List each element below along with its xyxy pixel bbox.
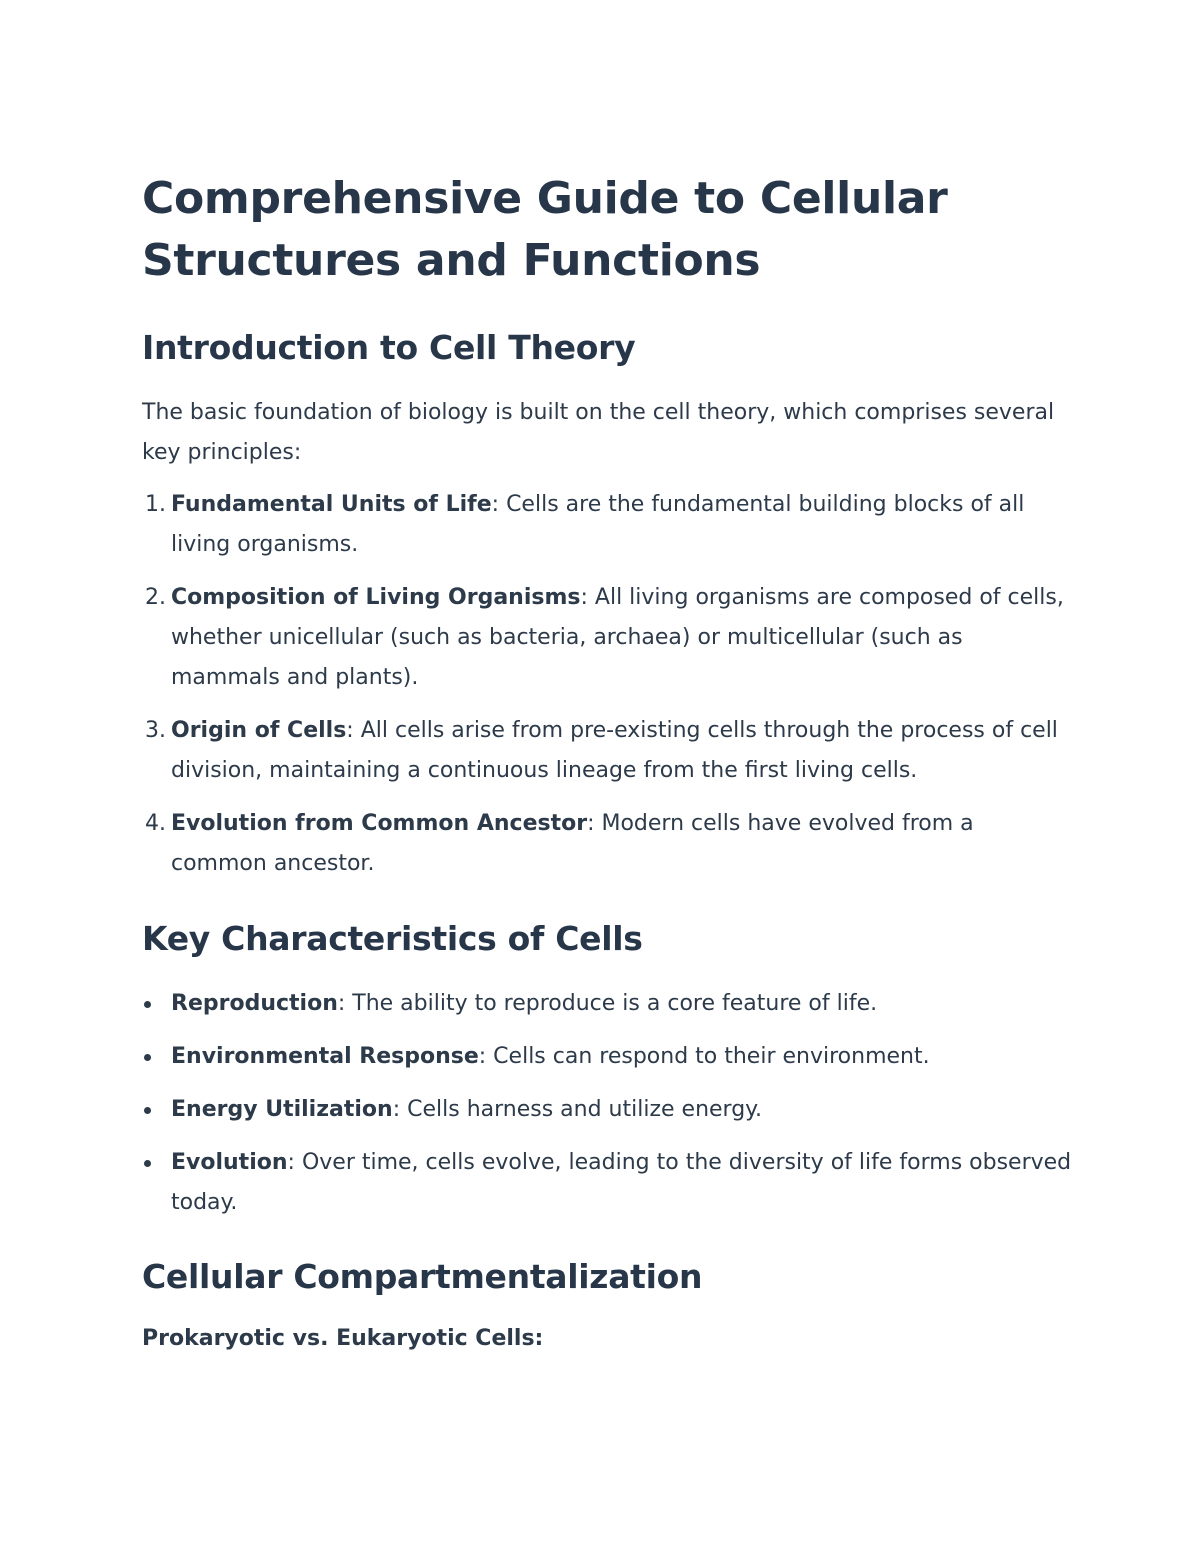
list-item-separator: : xyxy=(478,1044,487,1069)
list-number: 1. xyxy=(145,492,166,517)
list-item-term: Composition of Living Organisms xyxy=(171,585,581,610)
list-item-text: Over time, cells evolve, leading to the diversity of life forms observed today. xyxy=(171,1150,1072,1215)
section-heading-cell-theory: Introduction to Cell Theory xyxy=(142,328,636,367)
list-item-term: Evolution xyxy=(171,1150,288,1175)
list-number: 4. xyxy=(145,811,166,836)
list-item xyxy=(142,1090,1072,1130)
list-item-term: Reproduction xyxy=(171,991,338,1016)
list-item-text: Cells harness and utilize energy. xyxy=(400,1097,763,1122)
list-item-separator: : xyxy=(580,585,588,610)
list-item xyxy=(142,711,1072,791)
list-item-separator: : xyxy=(392,1097,401,1122)
list-item-separator: : xyxy=(491,492,500,517)
bullet-icon xyxy=(144,1001,151,1008)
list-item xyxy=(142,578,1072,698)
list-item xyxy=(142,804,1072,884)
list-item-text: Cells are the fundamental building blocks of all living organisms. xyxy=(171,492,1025,557)
list-item-text: All cells arise from pre-existing cells through the process of cell division, maintaining a continuous lineage from the first living cells. xyxy=(171,718,1058,783)
cell-theory-principles-list xyxy=(142,485,1072,884)
list-item-term: Environmental Response xyxy=(171,1044,479,1069)
list-item-term: Origin of Cells xyxy=(171,718,347,743)
list-item-text: The ability to reproduce is a core feature of life. xyxy=(345,991,878,1016)
key-characteristics-list xyxy=(142,984,1072,1223)
list-number: 2. xyxy=(145,585,166,610)
list-item-separator: : xyxy=(587,811,595,836)
list-item-text: Cells can respond to their environment. xyxy=(486,1044,930,1069)
document-page xyxy=(142,168,1072,1359)
bullet-icon xyxy=(144,1054,151,1061)
list-item xyxy=(142,485,1072,565)
list-item-separator: : xyxy=(337,991,346,1016)
list-item-term: Evolution from Common Ancestor xyxy=(171,811,588,836)
section-heading-compartmentalization: Cellular Compartmentalization xyxy=(142,1257,703,1296)
list-item xyxy=(142,1037,1072,1077)
list-item-term: Fundamental Units of Life xyxy=(171,492,492,517)
subheading-prokaryotic-eukaryotic: Prokaryotic vs. Eukaryotic Cells: xyxy=(142,1326,544,1351)
bullet-icon xyxy=(144,1160,151,1167)
list-item-separator: : xyxy=(346,718,354,743)
list-item-term: Energy Utilization xyxy=(171,1097,393,1122)
list-item-separator: : xyxy=(287,1150,295,1175)
cell-theory-intro-paragraph: The basic foundation of biology is built on the cell theory, which comprises several key principles: xyxy=(142,400,1055,465)
list-item-text: All living organisms are composed of cells, whether unicellular (such as bacteria, archaea) or multicellular (such as mammals and plants). xyxy=(171,585,1064,690)
bullet-icon xyxy=(144,1107,151,1114)
section-heading-key-characteristics: Key Characteristics of Cells xyxy=(142,919,643,958)
list-number: 3. xyxy=(145,718,166,743)
list-item-text: Modern cells have evolved from a common ancestor. xyxy=(171,811,974,876)
list-item xyxy=(142,1143,1072,1223)
list-item xyxy=(142,984,1072,1024)
document-title: Comprehensive Guide to Cellular Structures and Functions xyxy=(142,173,948,286)
